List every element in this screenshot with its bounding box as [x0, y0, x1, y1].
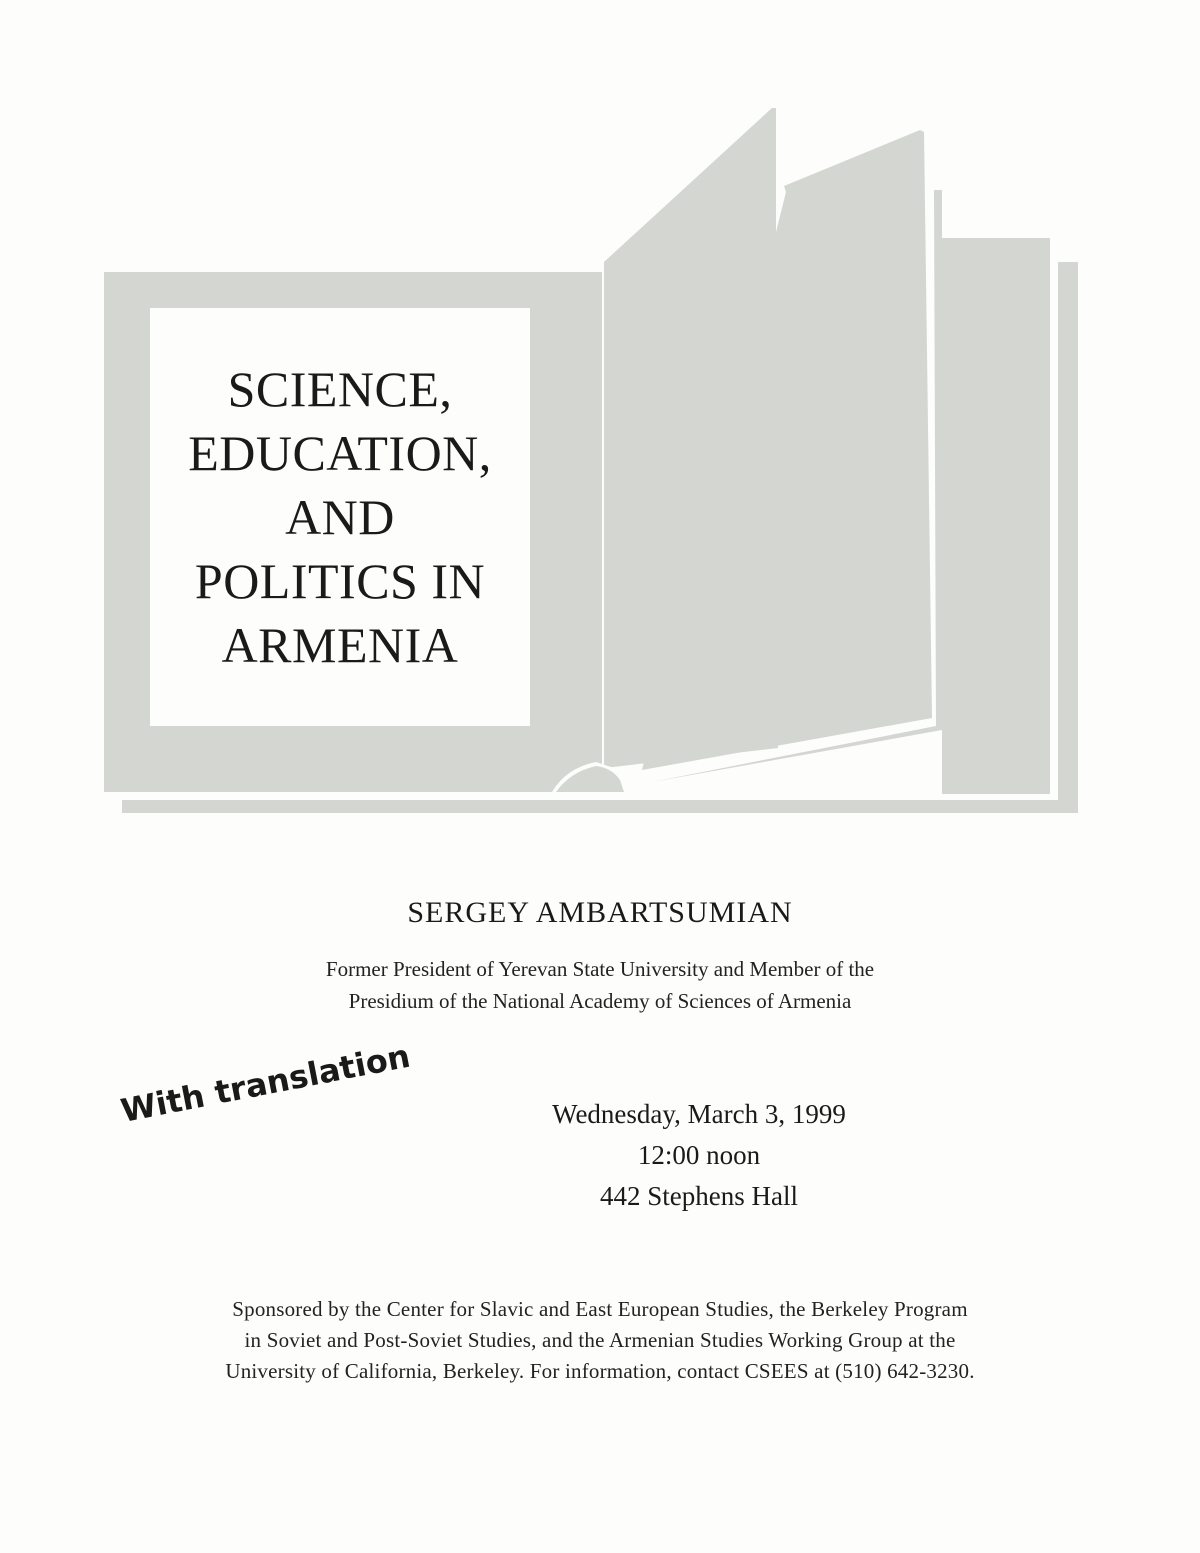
- sponsor-line: Sponsored by the Center for Slavic and East European Studies, the Berkeley Program: [232, 1297, 968, 1321]
- translation-note: With translation: [117, 1036, 414, 1130]
- event-date: Wednesday, March 3, 1999: [552, 1099, 846, 1129]
- book-back-page-right: [1058, 262, 1078, 813]
- book-bottom-edge: [122, 800, 1078, 813]
- event-location: 442 Stephens Hall: [600, 1181, 798, 1211]
- sponsor-line: University of California, Berkeley. For information, contact CSEES at (510) 642-3230.: [225, 1359, 975, 1383]
- sponsor-line: in Soviet and Post-Soviet Studies, and the Armenian Studies Working Group at the: [244, 1328, 956, 1352]
- event-details: [384, 1094, 1014, 1217]
- sponsor-note: [0, 1294, 1200, 1387]
- event-time: 12:00 noon: [637, 1140, 761, 1170]
- event-title: [150, 308, 530, 726]
- title-line: AND: [285, 489, 395, 545]
- speaker-affiliation: [0, 953, 1200, 1017]
- affiliation-line: Former President of Yerevan State University and Member of the: [325, 957, 875, 981]
- book-back-page-mid: [942, 238, 1050, 794]
- speaker-name: SERGEY AMBARTSUMIAN: [407, 896, 793, 929]
- affiliation-line: Presidium of the National Academy of Sciences of Armenia: [348, 989, 852, 1013]
- title-line: ARMENIA: [221, 617, 459, 673]
- title-line: POLITICS IN: [194, 553, 486, 609]
- title-line: SCIENCE,: [227, 361, 453, 417]
- title-line: EDUCATION,: [188, 425, 492, 481]
